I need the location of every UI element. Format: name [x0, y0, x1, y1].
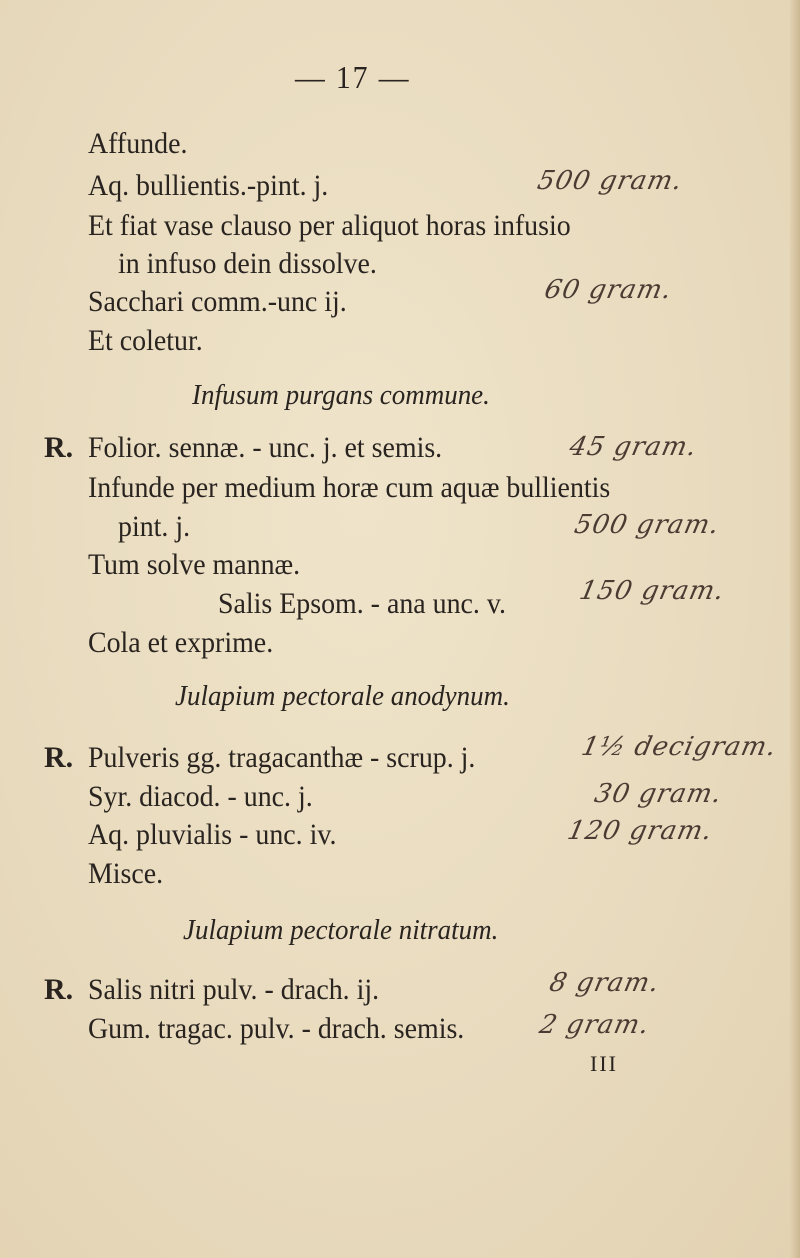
line-sacchari: Sacchari comm.-unc ij.	[88, 285, 347, 318]
line-salis-nitri: Salis nitri pulv. - drach. ij.	[88, 973, 380, 1006]
page-number-header: — 17 —	[295, 59, 411, 95]
handwritten-annotation: 60 gram.	[541, 275, 676, 305]
line-salis-epsom: Salis Epsom. - ana unc. v.	[218, 587, 506, 620]
handwritten-annotation: 1½ decigram.	[578, 732, 780, 762]
handwritten-annotation: 30 gram.	[591, 779, 726, 809]
line-tum-solve: Tum solve mannæ.	[88, 548, 301, 581]
line-syr: Syr. diacod. - unc. j.	[88, 780, 313, 813]
line-pint: pint. j.	[118, 510, 191, 543]
line-cola: Cola et exprime.	[88, 626, 274, 659]
recipe-title-anodynum: Julapium pectorale anodynum.	[175, 680, 510, 712]
line-folior: Folior. sennæ. - unc. j. et semis.	[88, 431, 443, 464]
recipe-mark: R.	[44, 973, 74, 1006]
handwritten-annotation: 2 gram.	[536, 1010, 653, 1040]
recipe-mark: R.	[44, 431, 74, 464]
recipe-title-nitratum: Julapium pectorale nitratum.	[183, 914, 499, 946]
handwritten-annotation: 150 gram.	[576, 576, 728, 606]
line-pulveris: Pulveris gg. tragacanthæ - scrup. j.	[88, 741, 476, 774]
handwritten-annotation: 45 gram.	[566, 432, 701, 462]
handwritten-annotation: 500 gram.	[571, 510, 723, 540]
handwritten-annotation: 500 gram.	[534, 166, 686, 196]
recipe-mark: R.	[44, 741, 74, 774]
line-gum-tragac: Gum. tragac. pulv. - drach. semis.	[88, 1012, 465, 1045]
recipe-title-infusum: Infusum purgans commune.	[192, 379, 490, 411]
line-affunde: Affunde.	[88, 127, 188, 160]
line-aq-bullientis: Aq. bullientis.-pint. j.	[88, 169, 329, 202]
line-infunde: Infunde per medium horæ cum aquæ bullientis	[88, 471, 611, 504]
handwritten-annotation: 120 gram.	[564, 816, 716, 846]
page-edge-shadow	[790, 0, 800, 1258]
line-aq-pluvialis: Aq. pluvialis - unc. iv.	[88, 818, 337, 851]
line-in-infuso: in infuso dein dissolve.	[118, 247, 377, 280]
line-coletur: Et coletur.	[88, 324, 203, 357]
handwritten-annotation: 8 gram.	[546, 968, 663, 998]
line-misce: Misce.	[88, 857, 164, 890]
line-et-fiat: Et fiat vase clauso per aliquot horas infusio	[88, 209, 571, 242]
signature-mark: III	[590, 1051, 618, 1076]
